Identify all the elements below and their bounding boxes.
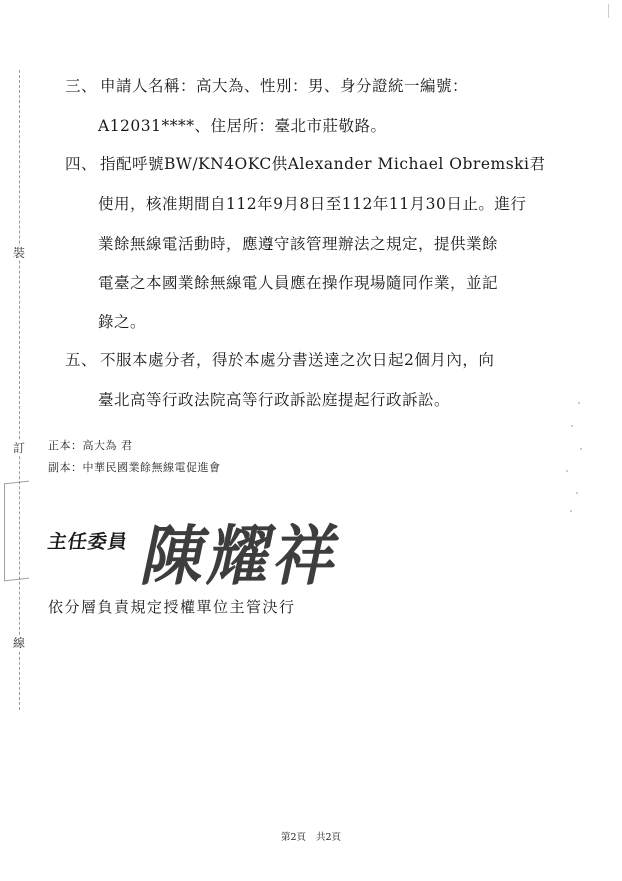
copy-recipient: 副本：中華民國業餘無線電促進會 [48, 461, 221, 474]
item-text-line: 指配呼號BW/KN4OKC供Alexander Michael Obremski君 [100, 155, 546, 173]
scan-speck [571, 425, 573, 427]
faded-stamp-mark [4, 481, 29, 582]
item-three [65, 68, 468, 104]
scan-speck [566, 470, 568, 472]
item-continuation-line: 電臺之本國業餘無線電人員應在操作現場隨同作業，並記 [98, 274, 499, 292]
scan-speck [576, 492, 578, 494]
item-text-line: 申請人名稱：高大為、性別：男、身分證統一編號： [100, 77, 469, 95]
item-continuation-line: 臺北高等行政法院高等行政訴訟庭提起行政訴訟。 [98, 391, 451, 409]
item-four [65, 146, 546, 182]
signatory-name-seal: 陳耀祥 [135, 517, 351, 595]
delegation-note: 依分層負責規定授權單位主管決行 [48, 598, 296, 616]
page-number: 第2頁 [280, 832, 306, 843]
item-number: 五、 [65, 351, 98, 369]
original-recipient: 正本：高大為 君 [48, 439, 133, 452]
page-footer [0, 829, 622, 843]
item-continuation-line: A12031****、住居所：臺北市莊敬路。 [98, 117, 387, 135]
binding-label-ding: 訂 [12, 441, 25, 455]
item-number: 四、 [65, 155, 98, 173]
page-total: 共2頁 [316, 832, 342, 843]
scan-speck [570, 510, 572, 512]
binding-label-zhuang: 裝 [12, 246, 25, 260]
scan-edge-mark [598, 4, 609, 18]
item-continuation-line: 使用，核准期間自112年9月8日至112年11月30日止。進行 [98, 195, 527, 213]
item-continuation-line: 業餘無線電活動時，應遵守該管理辦法之規定，提供業餘 [98, 235, 499, 253]
item-text-line: 不服本處分者，得於本處分書送達之次日起2個月內，向 [100, 351, 495, 369]
binding-label-xian: 線 [12, 636, 25, 650]
scan-speck [580, 448, 582, 450]
binding-line [19, 70, 20, 710]
item-continuation-line: 錄之。 [98, 313, 147, 331]
signatory-title: 主任委員 [46, 531, 130, 553]
item-number: 三、 [65, 77, 98, 95]
scan-speck [578, 402, 580, 404]
item-five [65, 342, 494, 378]
